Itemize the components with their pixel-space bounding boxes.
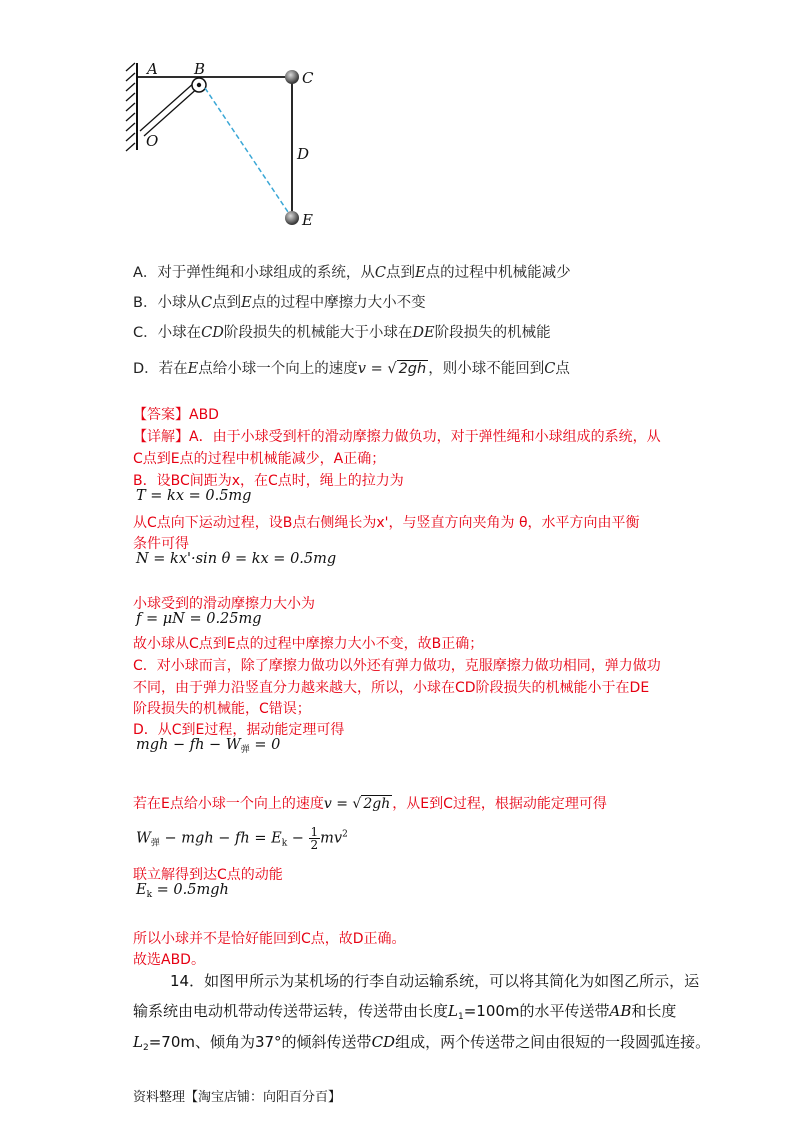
- wall: [126, 63, 137, 151]
- question-14-line-2: 输系统由电动机带动传送带运转，传送带由长度$L_1=100m$的水平传送带AB和长度: [133, 1002, 677, 1022]
- footer: 资料整理【淘宝店铺：向阳百分百】: [133, 1090, 342, 1105]
- figure: [120, 55, 330, 235]
- explanation-line: 故选ABD。: [133, 952, 205, 968]
- equation-3: f = μN = 0.25mg: [136, 611, 262, 627]
- pin-B: [197, 83, 201, 87]
- label-A: A: [147, 60, 158, 78]
- explanation-line: C点到E点的过程中机械能减少，A正确；: [133, 451, 386, 467]
- explanation-line: 故小球从C点到E点的过程中摩擦力大小不变，故B正确；: [133, 636, 484, 652]
- question-14-line-1: 14．如图甲所示为某机场的行李自动运输系统，可以将其简化为如图乙所示，运: [170, 972, 700, 990]
- explanation-line: 联立解得到达C点的动能: [133, 867, 283, 883]
- elastic-rope: [205, 88, 290, 215]
- option-b: B．小球从C点到E点的过程中摩擦力大小不变: [133, 295, 426, 311]
- label-D: D: [297, 145, 310, 163]
- ball-C: [285, 70, 299, 84]
- explanation-line: B．设BC间距为x，在C点时，绳上的拉力为: [133, 473, 404, 489]
- label-B: B: [194, 60, 206, 78]
- equation-4: mgh − fh − $W_弹 = 0$: [136, 737, 281, 755]
- ball-E: [285, 211, 299, 225]
- label-C: C: [302, 69, 314, 87]
- explanation-line: C．对小球而言，除了摩擦力做功以外还有弹力做功，克服摩擦力做功相同，弹力做功: [133, 658, 661, 674]
- equation-2: N = kx'·sin θ = kx = 0.5mg: [136, 551, 337, 567]
- explanation-line: 小球受到的滑动摩擦力大小为: [133, 596, 315, 612]
- equation-5: $W_弹$ − mgh − fh = $E_k$ − $\frac{1}{2}$ $mv^2$: [136, 825, 348, 852]
- answer-label: 【答案】ABD: [133, 407, 219, 423]
- explanation-line: 若在E点给小球一个向上的速度v = √ 2gh ，从E到C过程，根据动能定理可得: [133, 796, 607, 812]
- option-d: D．若在E点给小球一个向上的速度v = √ 2gh ，则小球不能回到C点: [133, 361, 570, 377]
- question-14-line-3: $L_2=70m$、倾角为37°的倾斜传送带CD组成，两个传送带之间由很短的一段圆弧连接。: [133, 1033, 711, 1053]
- explanation-line: 所以小球并不是恰好能回到C点，故D正确。: [133, 931, 406, 947]
- explanation-line: 阶段损失的机械能，C错误；: [133, 701, 311, 717]
- equation-1: T = kx = 0.5mg: [136, 488, 252, 504]
- explanation-line: 【详解】A．由于小球受到杆的滑动摩擦力做负功，对于弹性绳和小球组成的系统，从: [133, 429, 661, 445]
- label-O: O: [146, 132, 159, 150]
- option-a: A．对于弹性绳和小球组成的系统，从C点到E点的过程中机械能减少: [133, 265, 571, 281]
- explanation-line: 从C点向下运动过程，设B点右侧绳长为x'，与竖直方向夹角为 θ，水平方向由平衡: [133, 515, 640, 531]
- rod-OB: [140, 82, 200, 136]
- explanation-line: D．从C到E过程，据动能定理可得: [133, 722, 345, 738]
- option-c: C．小球在CD阶段损失的机械能大于小球在DE阶段损失的机械能: [133, 325, 551, 341]
- label-E: E: [302, 211, 313, 229]
- explanation-line: 不同，由于弹力沿竖直分力越来越大，所以，小球在CD阶段损失的机械能小于在DE: [133, 680, 650, 696]
- explanation-line: 条件可得: [133, 536, 189, 552]
- equation-6: $E_k = 0.5mgh$: [136, 882, 229, 900]
